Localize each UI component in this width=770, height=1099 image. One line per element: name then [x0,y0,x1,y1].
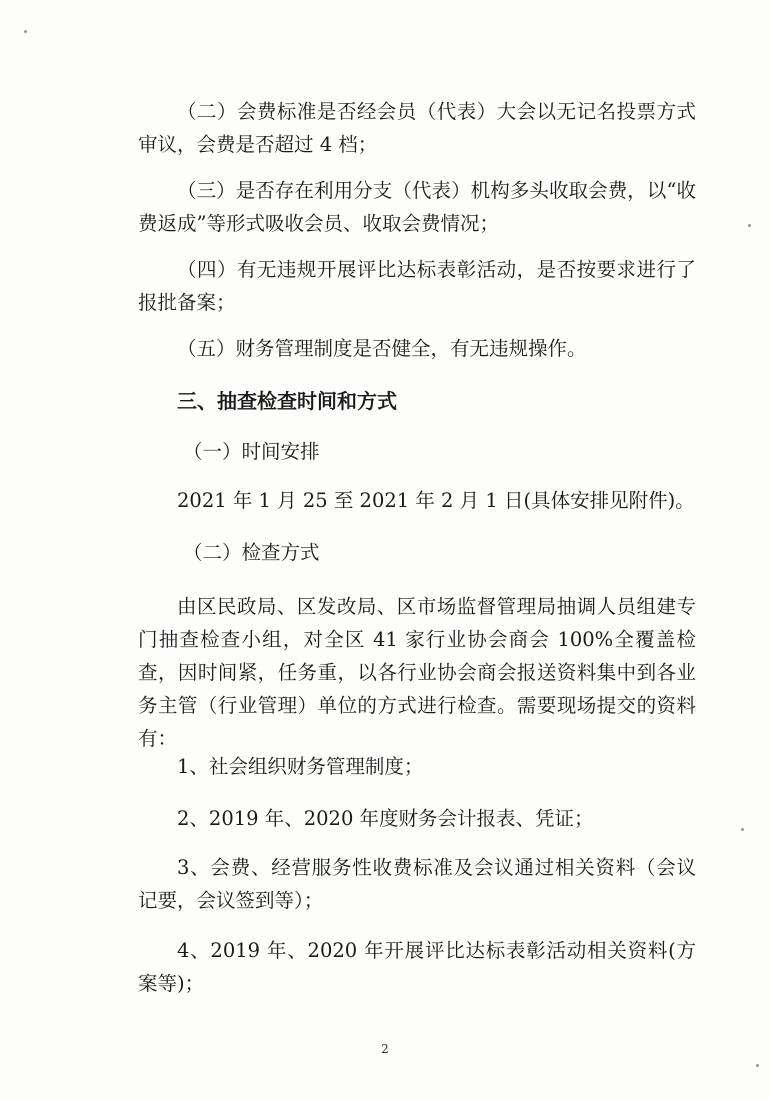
scan-speck [748,224,751,227]
list-item: 3、会费、经营服务性收费标准及会议通过相关资料（会议记要，会议签到等）； [138,856,696,912]
paragraph-item-3: （三）是否存在利用分支（代表）机构多头收取会费，以“收费返成”等形式吸收会员、收取会费情况； [138,179,696,235]
section-heading: 三、抽查检查时间和方式 [177,389,397,413]
scan-speck [741,828,744,831]
scan-speck [24,30,27,33]
scan-speck [756,1064,759,1067]
paragraph-item-4: （四）有无违规开展评比达标表彰活动，是否按要求进行了报批备案； [138,258,696,314]
paragraph-item-2: （二）会费标准是否经会员（代表）大会以无记名投票方式审议，会费是否超过 4 档； [138,100,696,156]
method-text: 由区民政局、区发改局、区市场监督管理局抽调人员组建专门抽查检查小组，对全区 41 家行业协会商会 100%全覆盖检查，因时间紧，任务重，以各行业协会商会报送资料集中到各业务主管（行业管理）单位的方式进行检查。需要现场提交的资料有： [138,595,696,750]
subheading-method: （二）检查方式 [183,541,320,564]
list-item: 1、社会组织财务管理制度； [177,755,424,778]
time-text: 2021 年 1 月 25 至 2021 年 2 月 1 日(具体安排见附件)。 [177,489,695,512]
subheading-time: （一）时间安排 [183,440,320,463]
page-number: 2 [381,1042,389,1056]
list-item: 2、2019 年、2020 年度财务会计报表、凭证； [177,807,594,830]
list-item: 4、2019 年、2020 年开展评比达标表彰活动相关资料(方案等)； [138,939,696,995]
paragraph-item-5: （五）财务管理制度是否健全，有无违规操作。 [177,337,587,360]
